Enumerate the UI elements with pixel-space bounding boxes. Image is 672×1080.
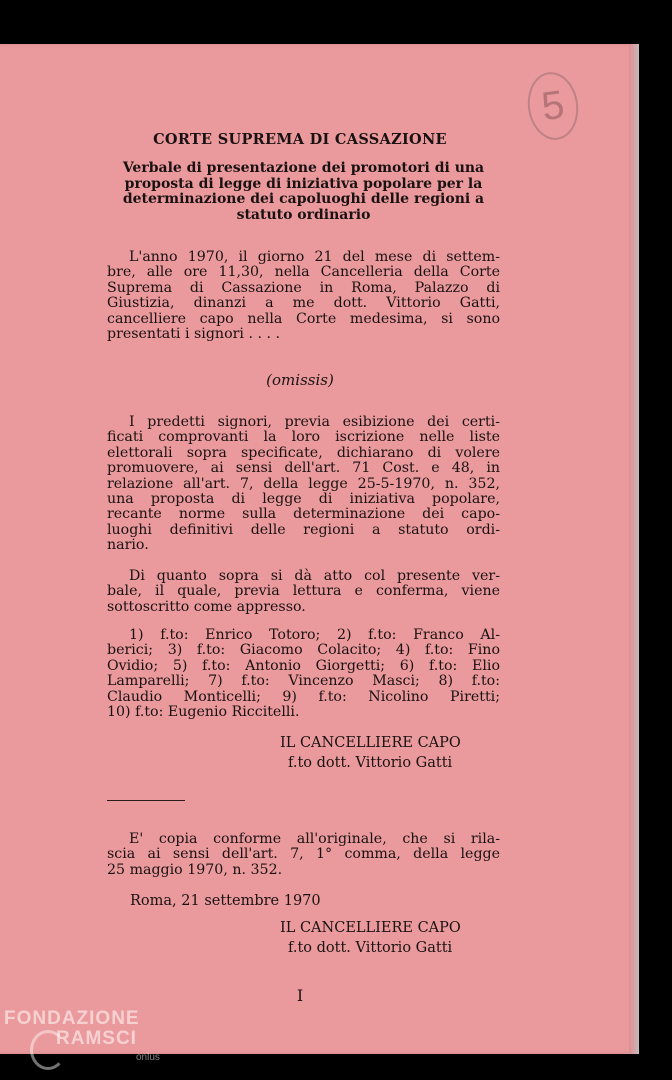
paragraph-line: sottoscritto come appresso. bbox=[107, 598, 306, 615]
omissis-marker: (omissis) bbox=[266, 371, 334, 389]
paragraph-line: recante norme sulla determinazione dei capo- bbox=[107, 506, 500, 523]
paragraph-line: elettorali sopra specificate, dichiarano di volere bbox=[107, 444, 500, 461]
paragraph-line: luoghi definitivi delle regioni a statuto ordi- bbox=[107, 521, 500, 538]
paragraph-line: L'anno 1970, il giorno 21 del mese di settem- bbox=[129, 249, 500, 265]
paragraph-line: scia ai sensi dell'art. 7, 1° comma, della legge bbox=[107, 846, 500, 863]
paragraph-line: bre, alle ore 11,30, nella Cancelleria della Corte bbox=[107, 264, 500, 281]
paragraph-line: Lamparelli; 7) f.to: Vincenzo Masci; 8) f.to: bbox=[107, 673, 500, 690]
signature-name: f.to dott. Vittorio Gatti bbox=[288, 755, 453, 771]
subtitle-line: determinazione dei capoluoghi delle regioni a bbox=[122, 191, 485, 207]
paragraph-line: Ovidio; 5) f.to: Antonio Giorgetti; 6) f.to: Elio bbox=[107, 657, 500, 674]
court-heading: CORTE SUPREMA DI CASSAZIONE bbox=[153, 131, 447, 148]
paragraph-line: Suprema di Cassazione in Roma, Palazzo di bbox=[107, 279, 500, 296]
paragraph-line: 10) f.to: Eugenio Riccitelli. bbox=[107, 704, 300, 721]
page-number: I bbox=[296, 986, 304, 1005]
signature-role: IL CANCELLIERE CAPO bbox=[280, 735, 461, 751]
paragraph-line: berici; 3) f.to: Giacomo Colacito; 4) f.to: Fino bbox=[107, 642, 500, 659]
paragraph-line: ficati comprovanti la loro iscrizione nelle liste bbox=[107, 429, 500, 446]
subtitle-line: statuto ordinario bbox=[236, 206, 371, 223]
paragraph-line: una proposta di legge di iniziativa popolare, bbox=[107, 491, 500, 508]
paragraph-line: cancelliere capo nella Corte medesima, si sono bbox=[107, 310, 500, 327]
signature-name: f.to dott. Vittorio Gatti bbox=[288, 940, 453, 956]
paragraph-line: Di quanto sopra si dà atto col presente ver- bbox=[129, 568, 500, 584]
watermark-logo-text: FONDAZIONE bbox=[4, 1008, 140, 1029]
paragraph-line: 25 maggio 1970, n. 352. bbox=[107, 861, 283, 878]
paragraph-line: presentati i signori . . . . bbox=[107, 326, 281, 343]
paragraph-signatories bbox=[107, 628, 500, 720]
paragraph-attestation bbox=[107, 569, 500, 615]
paragraph-line: nario. bbox=[107, 537, 149, 554]
paragraph-line: E' copia conforme all'originale, che si rila- bbox=[129, 831, 500, 847]
paragraph-line: bale, il quale, previa lettura e conferma, viene bbox=[107, 583, 500, 600]
paragraph-line: 1) f.to: Enrico Totoro; 2) f.to: Franco Al- bbox=[129, 627, 500, 643]
signature-block bbox=[280, 918, 510, 958]
subtitle-line: proposta di legge di iniziativa popolare per la bbox=[124, 175, 483, 192]
page-edge bbox=[629, 44, 639, 1054]
signature-block bbox=[280, 733, 510, 773]
watermark-logo-text: RAMSCI bbox=[56, 1028, 137, 1049]
archive-number-stamp: 5 bbox=[524, 69, 583, 143]
paragraph-declaration bbox=[107, 415, 500, 554]
watermark-suffix: onlus bbox=[136, 1052, 160, 1063]
place-date: Roma, 21 settembre 1970 bbox=[130, 893, 321, 909]
subtitle-line: Verbale di presentazione dei promotori di una bbox=[122, 160, 485, 176]
paragraph-line: Claudio Monticelli; 9) f.to: Nicolino Piretti; bbox=[107, 688, 500, 705]
signature-role: IL CANCELLIERE CAPO bbox=[280, 920, 461, 936]
paragraph-line: I predetti signori, previa esibizione dei certi- bbox=[129, 414, 500, 430]
separator-line bbox=[107, 800, 185, 801]
paragraph-line: Giustizia, dinanzi a me dott. Vittorio Gatti, bbox=[107, 295, 500, 312]
document-subtitle bbox=[107, 161, 500, 223]
paragraph-line: promuovere, ai sensi dell'art. 71 Cost. e 48, in bbox=[107, 460, 500, 477]
paragraph-certified-copy bbox=[107, 832, 500, 878]
paragraph-line: relazione all'art. 7, della legge 25-5-1970, n. 352, bbox=[107, 475, 500, 492]
paragraph-opening bbox=[107, 250, 500, 342]
